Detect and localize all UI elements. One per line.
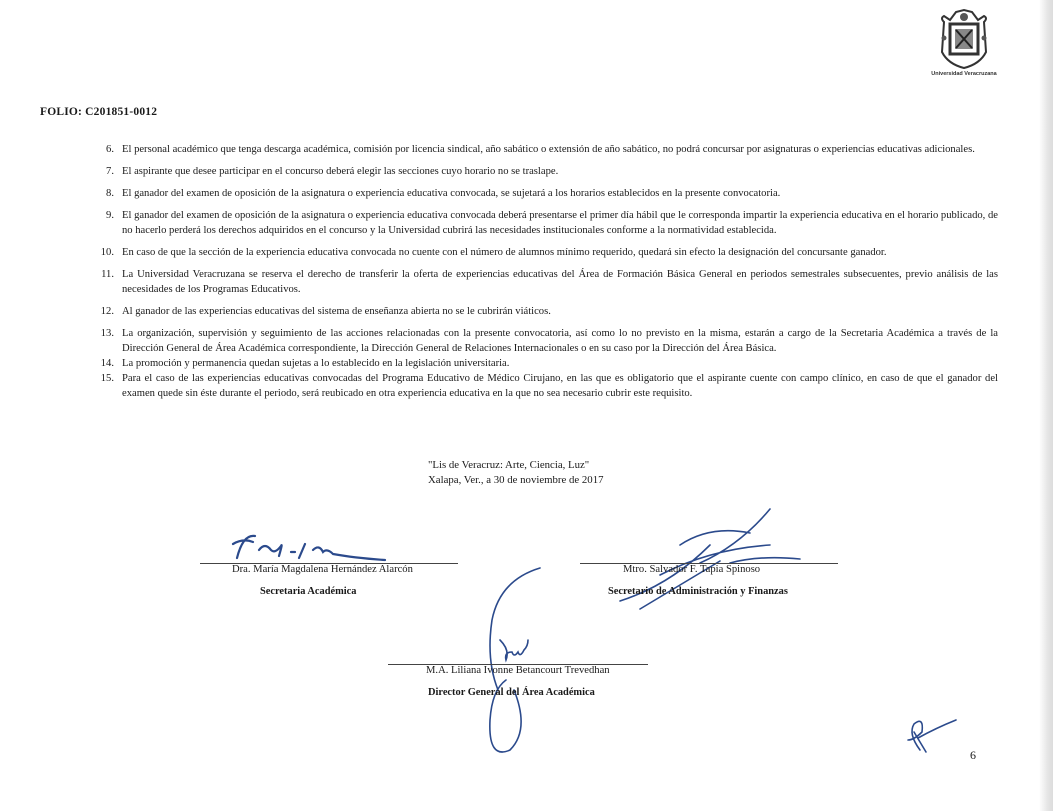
university-logo bbox=[900, 8, 1028, 88]
item-number: 7. bbox=[106, 166, 114, 177]
list-item bbox=[100, 304, 998, 319]
signatory-title: Secretaria Académica bbox=[260, 586, 357, 597]
folio-number: FOLIO: C201851-0012 bbox=[40, 106, 158, 118]
page-edge-shadow bbox=[1039, 0, 1053, 811]
item-text: El ganador del examen de oposición de la asignatura o experiencia educativa convocada, se sujetará a los horarios establecidos en la presente convocatoria. bbox=[122, 188, 781, 199]
list-item bbox=[100, 267, 998, 297]
list-item bbox=[100, 245, 998, 260]
list-item bbox=[100, 356, 998, 371]
item-text: La promoción y permanencia quedan sujetas a lo establecido en la legislación universitaria. bbox=[122, 358, 510, 369]
item-number: 8. bbox=[106, 188, 114, 199]
list-item bbox=[100, 186, 998, 201]
place-and-date: Xalapa, Ver., a 30 de noviembre de 2017 bbox=[428, 474, 604, 486]
list-item bbox=[100, 371, 998, 401]
item-number: 11. bbox=[101, 269, 114, 280]
list-item bbox=[100, 326, 998, 356]
item-number: 10. bbox=[100, 247, 114, 258]
initials-scribble bbox=[900, 710, 960, 760]
signatory-name: M.A. Liliana Ivonne Betancourt Trevedhan bbox=[426, 665, 610, 676]
conditions-list bbox=[100, 142, 998, 401]
signatory-title: Director General del Área Académica bbox=[428, 687, 595, 698]
signatory-name: Mtro. Salvador F. Tapia Spinoso bbox=[623, 564, 761, 575]
item-text: Para el caso de las experiencias educativas convocadas del Programa Educativo de Médico Cirujano, en las que es obligatorio que el aspirante cuente con campo clínico, en caso de que el ganador del examen quede sin éste durante el periodo, será reubicado en otra experiencia educativa en la que no sea necesario cubrir este requisito. bbox=[122, 373, 998, 399]
item-text: La organización, supervisión y seguimiento de las acciones relacionadas con la presente convocatoria, así como lo no previsto en la misma, estarán a cargo de la Secretaria Académica a través de la Dirección General de Área Académica correspondiente, la Dirección General de Relaciones Internacionales o en su caso por la Dirección del Área Básica. bbox=[122, 328, 998, 354]
list-item bbox=[100, 142, 998, 157]
university-crest-icon bbox=[936, 8, 992, 70]
item-number: 9. bbox=[106, 210, 114, 221]
item-number: 13. bbox=[100, 328, 114, 339]
item-text: En caso de que la sección de la experiencia educativa convocada no cuente con el número de alumnos mínimo requerido, quedará sin efecto la designación del concursante ganador. bbox=[122, 247, 887, 258]
signatory-name: Dra. María Magdalena Hernández Alarcón bbox=[232, 564, 413, 575]
item-number: 6. bbox=[106, 144, 114, 155]
closing-block bbox=[428, 458, 604, 488]
signature-scribble bbox=[225, 528, 395, 568]
item-number: 12. bbox=[100, 306, 114, 317]
list-item bbox=[100, 164, 998, 179]
item-text: El ganador del examen de oposición de la asignatura o experiencia educativa convocada deberá presentarse el primer día hábil que le corresponda impartir la experiencia educativa en el horario publicado, de no hacerlo perderá los derechos adquiridos en el concurso y la Universidad cubrirá las necesidades institucionales conforme a la normatividad establecida. bbox=[122, 210, 998, 236]
institutional-motto: "Lis de Veracruz: Arte, Ciencia, Luz" bbox=[428, 459, 590, 471]
item-text: La Universidad Veracruzana se reserva el derecho de transferir la oferta de experiencias educativas del Área de Formación Básica General en periodos semestrales subsecuentes, previo análisis de las necesidades de los Programas Educativos. bbox=[122, 269, 998, 295]
page-number: 6 bbox=[970, 748, 976, 762]
item-text: El aspirante que desee participar en el concurso deberá elegir las secciones cuyo horario no se traslape. bbox=[122, 166, 559, 177]
list-item bbox=[100, 208, 998, 238]
logo-caption: Universidad Veracruzana bbox=[931, 71, 997, 77]
item-number: 14. bbox=[100, 358, 114, 369]
signature-scribble bbox=[600, 505, 820, 615]
item-text: Al ganador de las experiencias educativas del sistema de enseñanza abierta no se le cubrirán viáticos. bbox=[122, 306, 551, 317]
item-text: El personal académico que tenga descarga académica, comisión por licencia sindical, año sabático o extensión de año sabático, no podrá concursar por asignaturas o experiencias educativas adicionales. bbox=[122, 144, 975, 155]
signatory-title: Secretario de Administración y Finanzas bbox=[608, 586, 788, 597]
item-number: 15. bbox=[100, 373, 114, 384]
